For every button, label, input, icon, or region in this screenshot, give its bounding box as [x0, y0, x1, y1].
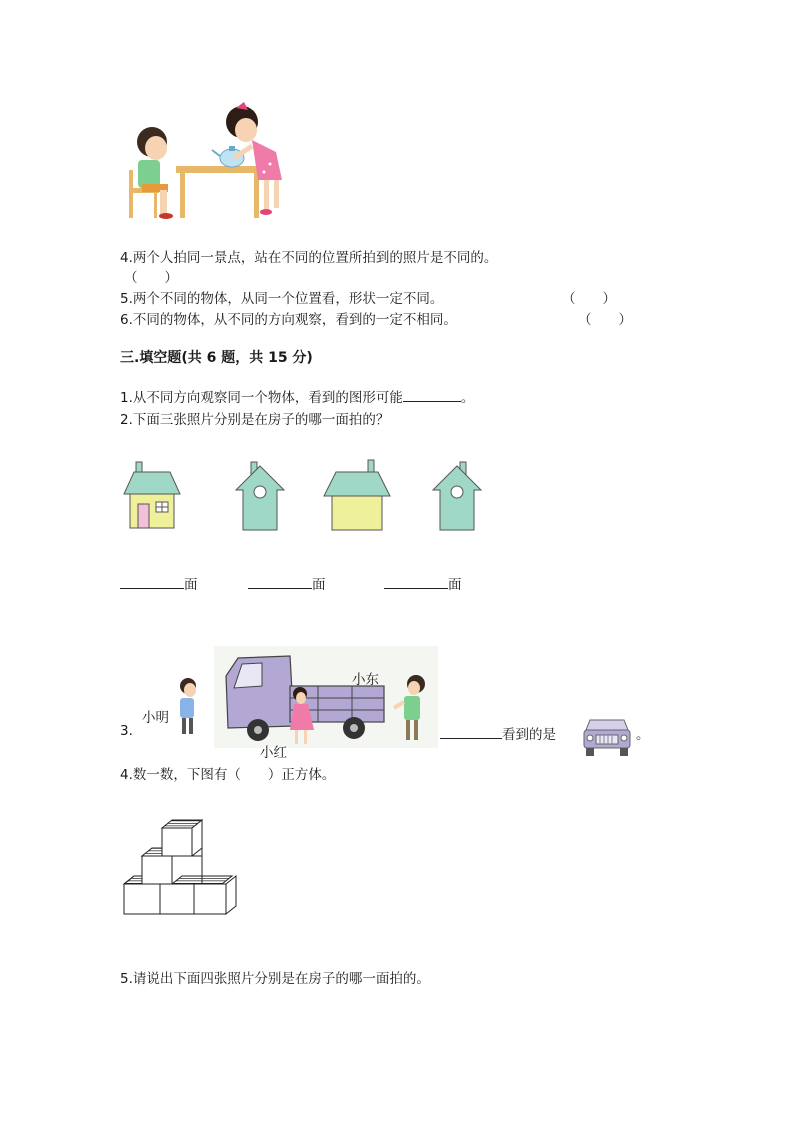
judge-item-4-text: 4.两个人拍同一景点，站在不同的位置所拍到的照片是不同的。 [120, 250, 498, 266]
truck-front-view-icon [580, 716, 634, 758]
name-label-xiaoming: 小明 [142, 710, 169, 726]
judge-item-6 [120, 308, 457, 328]
judge-item-6-text: 6.不同的物体，从不同的方向观察，看到的一定不相同。 [120, 312, 457, 328]
face-answer-2-blank[interactable] [248, 574, 312, 589]
house-side-view-icon [431, 462, 483, 532]
fill-item-3-suffix: 看到的是 [502, 727, 556, 743]
fill-item-3-blank[interactable] [440, 724, 502, 739]
fill-item-3-end: 。 [636, 727, 650, 743]
judge-item-6-answer-paren[interactable]: （ ） [578, 312, 632, 328]
fill-item-1-blank[interactable] [403, 387, 461, 402]
fill-item-3-answer [440, 723, 556, 743]
judge-item-4-answer-paren[interactable]: （ ） [124, 270, 178, 286]
face-label: 面 [448, 577, 462, 593]
boy-girl-table-illustration [124, 100, 296, 222]
house-back-view-icon [322, 460, 392, 532]
judge-item-5-answer-paren[interactable]: （ ） [562, 291, 616, 307]
face-answer-1 [120, 573, 198, 593]
judge-item-5 [120, 287, 443, 307]
stacked-cubes-figure [122, 818, 242, 922]
face-answer-3 [384, 573, 462, 593]
face-answer-1-blank[interactable] [120, 574, 184, 589]
fill-item-1 [120, 386, 474, 406]
fill-item-2: 2.下面三张照片分别是在房子的哪一面拍的？ [120, 412, 390, 428]
name-label-xiaodong: 小东 [352, 672, 379, 688]
fill-item-1-text: 1.从不同方向观察同一个物体，看到的图形可能 [120, 390, 403, 406]
fill-item-1-end: 。 [460, 390, 475, 406]
face-answer-3-blank[interactable] [384, 574, 448, 589]
face-label: 面 [312, 577, 326, 593]
house-front-view-icon [122, 462, 182, 530]
house-side-view-icon [234, 462, 286, 532]
judge-item-5-text: 5.两个不同的物体，从同一个位置看，形状一定不同。 [120, 291, 444, 307]
face-label: 面 [184, 577, 198, 593]
fill-item-4: 4.数一数，下图有（ ）正方体。 [120, 767, 336, 783]
face-answer-2 [248, 573, 326, 593]
fill-item-5: 5.请说出下面四张照片分别是在房子的哪一面拍的。 [120, 971, 430, 987]
fill-item-3-number: 3. [120, 723, 133, 739]
truck-scene-illustration [138, 646, 438, 758]
name-label-xiaohong: 小红 [260, 745, 287, 761]
judge-item-4 [120, 246, 497, 266]
section-heading: 三.填空题(共 6 题，共 15 分) [120, 350, 313, 366]
